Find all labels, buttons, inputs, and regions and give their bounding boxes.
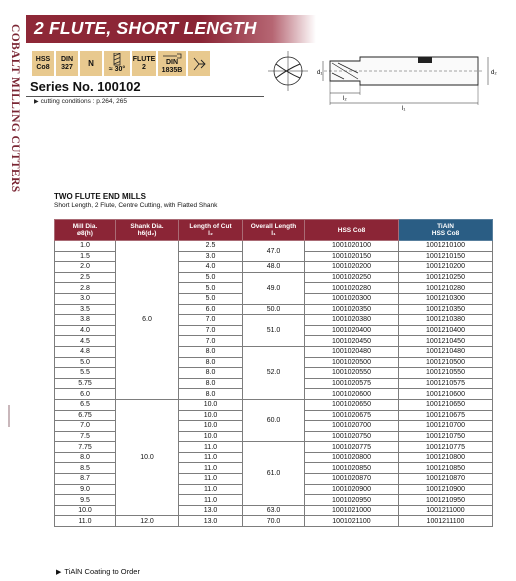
cell-length-of-cut: 7.0 xyxy=(179,315,243,326)
cell-mill-dia: 2.8 xyxy=(55,283,116,294)
cell-tialn-code: 1001210675 xyxy=(399,410,493,421)
col-header-overall-length-line1: Overall Length xyxy=(250,223,297,230)
col-header-length-of-cut xyxy=(179,220,243,241)
cell-tialn-code: 1001210650 xyxy=(399,399,493,410)
cell-tialn-code: 1001210850 xyxy=(399,463,493,474)
tool-end-view xyxy=(268,51,308,91)
cell-hss-code: 1001020700 xyxy=(305,421,399,432)
pointer-arrow-icon: ▶ xyxy=(56,569,62,576)
badge-material-line2: Co8 xyxy=(36,63,50,71)
badge-shank-standard xyxy=(158,51,186,76)
badge-type-n xyxy=(80,51,102,76)
cell-hss-code: 1001020650 xyxy=(305,399,399,410)
cell-hss-code: 1001020850 xyxy=(305,463,399,474)
cell-mill-dia: 3.5 xyxy=(55,304,116,315)
col-header-shank-dia xyxy=(116,220,179,241)
cell-overall-length: 50.0 xyxy=(243,304,305,315)
cell-mill-dia: 5.0 xyxy=(55,357,116,368)
cell-hss-code: 1001020600 xyxy=(305,389,399,400)
cell-tialn-code: 1001210200 xyxy=(399,262,493,273)
cell-overall-length: 48.0 xyxy=(243,262,305,273)
cell-mill-dia: 4.0 xyxy=(55,325,116,336)
series-number: Series No. 100102 xyxy=(30,79,141,94)
cell-tialn-code: 1001210550 xyxy=(399,368,493,379)
table-header-row xyxy=(55,220,493,241)
cell-tialn-code: 1001210300 xyxy=(399,293,493,304)
banner-title: 2 FLUTE, SHORT LENGTH xyxy=(34,18,257,38)
cell-mill-dia: 5.5 xyxy=(55,368,116,379)
cell-hss-code: 1001020300 xyxy=(305,293,399,304)
section-title: TWO FLUTE END MILLS xyxy=(54,192,146,201)
side-page-marker xyxy=(8,405,10,427)
cell-hss-code: 1001020500 xyxy=(305,357,399,368)
cell-tialn-code: 1001210870 xyxy=(399,474,493,485)
badge-helix-angle xyxy=(104,51,130,76)
cell-mill-dia: 9.5 xyxy=(55,495,116,506)
badge-flute-line1: FLUTE xyxy=(132,55,156,63)
cell-length-of-cut: 7.0 xyxy=(179,325,243,336)
cell-hss-code: 1001021100 xyxy=(305,516,399,527)
cutting-conditions-note xyxy=(34,98,127,105)
dim-label-l2: l₂ xyxy=(343,96,347,102)
col-header-shank-dia-line2: h6(d₂) xyxy=(137,230,157,237)
col-header-mill-dia-line1: Mill Dia. xyxy=(72,223,98,230)
cell-length-of-cut: 10.0 xyxy=(179,421,243,432)
cell-hss-code: 1001020900 xyxy=(305,484,399,495)
cell-hss-code: 1001020775 xyxy=(305,442,399,453)
cell-length-of-cut: 11.0 xyxy=(179,452,243,463)
badge-din-line1: DIN xyxy=(60,55,74,63)
badge-flute-line2: 2 xyxy=(142,63,146,71)
cell-overall-length: 47.0 xyxy=(243,241,305,262)
badge-din-line2: 327 xyxy=(61,63,73,71)
dim-label-d2: d₂ xyxy=(491,70,497,76)
col-header-shank-dia-line1: Shank Dia. xyxy=(130,223,164,230)
dim-label-d1: d₁ xyxy=(317,70,323,76)
cell-length-of-cut: 7.0 xyxy=(179,336,243,347)
tool-technical-drawing xyxy=(268,45,500,113)
cell-length-of-cut: 6.0 xyxy=(179,304,243,315)
table-row xyxy=(55,241,493,252)
cell-mill-dia: 8.7 xyxy=(55,474,116,485)
cell-hss-code: 1001021000 xyxy=(305,505,399,516)
cell-length-of-cut: 8.0 xyxy=(179,346,243,357)
center-cutting-icon xyxy=(191,56,207,72)
cell-hss-code: 1001020800 xyxy=(305,452,399,463)
cell-length-of-cut: 5.0 xyxy=(179,283,243,294)
cell-tialn-code: 1001210450 xyxy=(399,336,493,347)
badge-flute-count xyxy=(132,51,156,76)
cell-tialn-code: 1001210480 xyxy=(399,346,493,357)
cell-mill-dia: 8.0 xyxy=(55,452,116,463)
cell-length-of-cut: 11.0 xyxy=(179,463,243,474)
cell-length-of-cut: 4.0 xyxy=(179,262,243,273)
cell-mill-dia: 5.75 xyxy=(55,378,116,389)
cell-length-of-cut: 2.5 xyxy=(179,241,243,252)
cell-length-of-cut: 10.0 xyxy=(179,410,243,421)
badge-center-cutting xyxy=(188,51,210,76)
product-table xyxy=(54,219,493,527)
cell-tialn-code: 1001210575 xyxy=(399,378,493,389)
cell-hss-code: 1001020150 xyxy=(305,251,399,262)
cell-tialn-code: 1001210350 xyxy=(399,304,493,315)
cell-length-of-cut: 8.0 xyxy=(179,378,243,389)
table-row xyxy=(55,399,493,410)
cell-tialn-code: 1001210775 xyxy=(399,442,493,453)
badge-din-standard xyxy=(56,51,78,76)
title-banner xyxy=(26,15,316,43)
badge-shank-line2: 1835B xyxy=(161,66,183,74)
cell-overall-length: 52.0 xyxy=(243,346,305,399)
cell-length-of-cut: 3.0 xyxy=(179,251,243,262)
col-header-mill-dia-line2: ø8(h) xyxy=(77,230,93,237)
section-subtitle: Short Length, 2 Flute, Centre Cutting, with Flatted Shank xyxy=(54,202,218,209)
cell-tialn-code: 1001210100 xyxy=(399,241,493,252)
pointer-arrow-icon: ▶ xyxy=(34,99,39,105)
cell-overall-length: 51.0 xyxy=(243,315,305,347)
cell-length-of-cut: 5.0 xyxy=(179,272,243,283)
cell-length-of-cut: 8.0 xyxy=(179,389,243,400)
series-header xyxy=(26,81,264,97)
cell-shank-dia: 10.0 xyxy=(116,399,179,516)
cell-overall-length: 60.0 xyxy=(243,399,305,441)
cell-hss-code: 1001020280 xyxy=(305,283,399,294)
cell-tialn-code: 1001210700 xyxy=(399,421,493,432)
cell-overall-length: 70.0 xyxy=(243,516,305,527)
cell-mill-dia: 4.5 xyxy=(55,336,116,347)
cell-mill-dia: 6.75 xyxy=(55,410,116,421)
badge-shank-line1: DIN xyxy=(165,58,179,66)
cell-mill-dia: 7.5 xyxy=(55,431,116,442)
cell-hss-code: 1001020380 xyxy=(305,315,399,326)
cell-overall-length: 49.0 xyxy=(243,272,305,304)
col-header-tialn xyxy=(399,220,493,241)
cell-length-of-cut: 13.0 xyxy=(179,505,243,516)
cell-mill-dia: 2.5 xyxy=(55,272,116,283)
col-header-overall-length-line2: l₁ xyxy=(271,230,276,237)
cell-hss-code: 1001020675 xyxy=(305,410,399,421)
cell-mill-dia: 3.8 xyxy=(55,315,116,326)
cell-tialn-code: 1001210500 xyxy=(399,357,493,368)
cutting-conditions-text: cutting conditions : p.264, 265 xyxy=(40,98,127,105)
cell-shank-dia: 12.0 xyxy=(116,516,179,527)
table-body xyxy=(55,241,493,527)
helix-angle-icon xyxy=(110,53,124,66)
cell-shank-dia: 6.0 xyxy=(116,241,179,400)
cell-mill-dia: 6.0 xyxy=(55,389,116,400)
badge-helix-label: ≈ 30° xyxy=(108,66,126,73)
cell-length-of-cut: 11.0 xyxy=(179,484,243,495)
cell-hss-code: 1001020575 xyxy=(305,378,399,389)
cell-hss-code: 1001020870 xyxy=(305,474,399,485)
cell-length-of-cut: 11.0 xyxy=(179,474,243,485)
cell-tialn-code: 1001210900 xyxy=(399,484,493,495)
cell-tialn-code: 1001210800 xyxy=(399,452,493,463)
tool-side-view xyxy=(324,57,484,85)
cell-length-of-cut: 10.0 xyxy=(179,431,243,442)
cell-mill-dia: 11.0 xyxy=(55,516,116,527)
cell-mill-dia: 3.0 xyxy=(55,293,116,304)
dim-label-l1: l₁ xyxy=(402,106,406,112)
cell-tialn-code: 1001211100 xyxy=(399,516,493,527)
cell-hss-code: 1001020450 xyxy=(305,336,399,347)
cell-tialn-code: 1001210150 xyxy=(399,251,493,262)
col-header-tialn-line1: TiAlN xyxy=(437,223,454,230)
cell-hss-code: 1001020100 xyxy=(305,241,399,252)
cell-hss-code: 1001020400 xyxy=(305,325,399,336)
footnote xyxy=(56,567,140,576)
cell-mill-dia: 8.5 xyxy=(55,463,116,474)
cell-tialn-code: 1001210750 xyxy=(399,431,493,442)
badge-material-line1: HSS xyxy=(35,55,51,63)
cell-length-of-cut: 10.0 xyxy=(179,399,243,410)
col-header-length-of-cut-line2: l₂ xyxy=(208,230,213,237)
table-row xyxy=(55,516,493,527)
col-header-tialn-line2: HSS Co8 xyxy=(431,230,460,237)
cell-mill-dia: 7.0 xyxy=(55,421,116,432)
cell-mill-dia: 1.5 xyxy=(55,251,116,262)
cell-overall-length: 61.0 xyxy=(243,442,305,506)
cell-hss-code: 1001020750 xyxy=(305,431,399,442)
cell-hss-code: 1001020480 xyxy=(305,346,399,357)
side-section-title: COBALT MILLING CUTTERS xyxy=(9,24,21,193)
cell-mill-dia: 7.75 xyxy=(55,442,116,453)
cell-tialn-code: 1001210380 xyxy=(399,315,493,326)
cell-tialn-code: 1001210250 xyxy=(399,272,493,283)
cell-tialn-code: 1001210280 xyxy=(399,283,493,294)
cell-tialn-code: 1001210600 xyxy=(399,389,493,400)
cell-hss-code: 1001020350 xyxy=(305,304,399,315)
cell-mill-dia: 6.5 xyxy=(55,399,116,410)
cell-length-of-cut: 5.0 xyxy=(179,293,243,304)
badge-material xyxy=(32,51,54,76)
cell-hss-code: 1001020550 xyxy=(305,368,399,379)
cell-tialn-code: 1001211000 xyxy=(399,505,493,516)
col-header-mill-dia xyxy=(55,220,116,241)
cell-tialn-code: 1001210950 xyxy=(399,495,493,506)
cell-mill-dia: 4.8 xyxy=(55,346,116,357)
cell-mill-dia: 10.0 xyxy=(55,505,116,516)
footnote-text: TiAlN Coating to Order xyxy=(64,567,140,576)
cell-mill-dia: 2.0 xyxy=(55,262,116,273)
cell-hss-code: 1001020250 xyxy=(305,272,399,283)
cell-tialn-code: 1001210400 xyxy=(399,325,493,336)
cell-length-of-cut: 11.0 xyxy=(179,442,243,453)
spec-badges xyxy=(32,51,210,76)
cell-length-of-cut: 11.0 xyxy=(179,495,243,506)
cell-length-of-cut: 8.0 xyxy=(179,357,243,368)
cell-hss-code: 1001020950 xyxy=(305,495,399,506)
badge-type-label: N xyxy=(88,58,94,68)
cell-hss-code: 1001020200 xyxy=(305,262,399,273)
cell-mill-dia: 1.0 xyxy=(55,241,116,252)
cell-overall-length: 63.0 xyxy=(243,505,305,516)
col-header-hss-co8: HSS Co8 xyxy=(305,220,399,241)
col-header-overall-length xyxy=(243,220,305,241)
cell-length-of-cut: 13.0 xyxy=(179,516,243,527)
cell-length-of-cut: 8.0 xyxy=(179,368,243,379)
cell-mill-dia: 9.0 xyxy=(55,484,116,495)
col-header-length-of-cut-line1: Length of Cut xyxy=(189,223,232,230)
